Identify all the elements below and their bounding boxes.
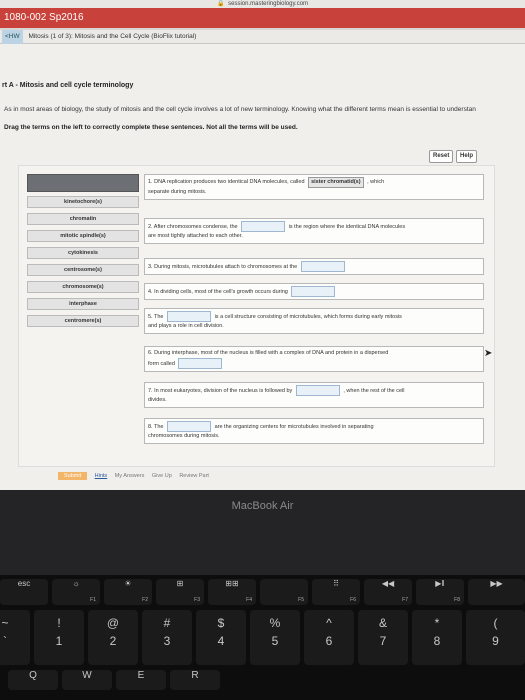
key-symbol: # bbox=[163, 616, 171, 630]
term-chromatin[interactable]: chromatin bbox=[27, 213, 139, 225]
key-label: esc bbox=[17, 579, 31, 588]
key-sublabel: F4 bbox=[246, 597, 252, 603]
course-header bbox=[0, 8, 525, 28]
sentence-1 bbox=[144, 174, 484, 200]
breadcrumb-title: Mitosis (1 of 3): Mitosis and the Cell Cycle (BioFlix tutorial) bbox=[28, 33, 197, 40]
sentence-8 bbox=[144, 418, 484, 444]
key-w[interactable] bbox=[62, 670, 112, 690]
sentence-text: chromosomes during mitosis. bbox=[148, 433, 220, 439]
key-symbol: % bbox=[269, 616, 281, 630]
key-digit: ` bbox=[3, 634, 7, 648]
sentence-4 bbox=[144, 283, 484, 300]
part-title: rt A - Mitosis and cell cycle terminology bbox=[2, 82, 134, 89]
mission-control-icon: ⊞ bbox=[176, 579, 184, 588]
key-r[interactable] bbox=[170, 670, 220, 690]
key-backtick[interactable] bbox=[0, 610, 30, 665]
sentence-text: is the region where the identical DNA molecules bbox=[288, 223, 406, 230]
key-symbol: & bbox=[378, 616, 387, 630]
key-symbol: $ bbox=[217, 616, 225, 630]
address-bar[interactable] bbox=[0, 0, 525, 8]
sentence-text: form called bbox=[148, 360, 175, 367]
back-to-assignment-link[interactable]: <HW bbox=[2, 30, 23, 44]
drop-target[interactable] bbox=[241, 221, 285, 232]
sentence-2 bbox=[144, 218, 484, 244]
key-esc[interactable] bbox=[0, 579, 48, 605]
lock-icon: 🔒 bbox=[216, 1, 225, 7]
key-f6[interactable] bbox=[312, 579, 360, 605]
key-sublabel: F2 bbox=[142, 597, 148, 603]
key-digit: 6 bbox=[325, 634, 333, 648]
key-6[interactable] bbox=[304, 610, 354, 665]
sentence-text: , which bbox=[367, 179, 385, 185]
sentence-text: is a cell structure consisting of microtubules, which forms during early mitosis bbox=[214, 313, 402, 320]
brightness-down-icon: ☼ bbox=[72, 579, 80, 588]
key-symbol: ! bbox=[57, 616, 61, 630]
keyboard-light-icon: ⠿ bbox=[333, 579, 339, 588]
key-digit: 3 bbox=[163, 634, 171, 648]
term-interphase[interactable]: interphase bbox=[27, 298, 139, 310]
sentence-text: 5. The bbox=[148, 313, 164, 320]
review-part-link[interactable]: Review Part bbox=[179, 473, 209, 479]
drag-drop-panel bbox=[18, 165, 495, 467]
mouse-cursor-icon: ➤ bbox=[484, 348, 493, 359]
sentence-text: 3. During mitosis, microtubules attach to chromosomes at the bbox=[148, 263, 298, 270]
key-digit: 4 bbox=[217, 634, 225, 648]
sentence-text: are most tightly attached to each other. bbox=[148, 233, 243, 239]
play-pause-icon: ▶‖ bbox=[435, 579, 445, 588]
macbook-label: MacBook Air bbox=[231, 500, 294, 512]
sentence-text: are the organizing centers for microtubules involved in separating bbox=[214, 423, 374, 430]
sentence-text: 8. The bbox=[148, 423, 164, 430]
reset-button[interactable]: Reset bbox=[429, 150, 453, 163]
term-cytokinesis[interactable]: cytokinesis bbox=[27, 247, 139, 259]
give-up-link[interactable]: Give Up bbox=[151, 473, 172, 479]
drop-target[interactable] bbox=[296, 385, 340, 396]
key-f7[interactable] bbox=[364, 579, 412, 605]
sentence-text: 4. In dividing cells, most of the cell's growth occurs during bbox=[148, 288, 288, 295]
sentence-7 bbox=[144, 382, 484, 408]
term-mitotic-spindle[interactable]: mitotic spindle(s) bbox=[27, 230, 139, 242]
sentence-text: 6. During interphase, most of the nucleus is filled with a complex of DNA and protein in a dispersed bbox=[148, 350, 389, 356]
key-symbol: ( bbox=[493, 616, 498, 630]
key-1[interactable] bbox=[34, 610, 84, 665]
key-digit: 5 bbox=[271, 634, 279, 648]
instructions-line-2: Drag the terms on the left to correctly complete these sentences. Not all the terms will be used. bbox=[4, 124, 298, 131]
breadcrumb bbox=[0, 30, 525, 44]
key-symbol: ~ bbox=[1, 616, 9, 630]
key-symbol: @ bbox=[106, 616, 120, 630]
help-button[interactable]: Help bbox=[456, 150, 477, 163]
key-f1[interactable] bbox=[52, 579, 100, 605]
key-label: E bbox=[137, 670, 145, 681]
key-label: R bbox=[191, 670, 199, 681]
drop-target[interactable] bbox=[291, 286, 335, 297]
term-chromosome[interactable]: chromosome(s) bbox=[27, 281, 139, 293]
key-sublabel: F8 bbox=[454, 597, 460, 603]
key-f8[interactable] bbox=[416, 579, 464, 605]
sentence-5 bbox=[144, 308, 484, 334]
drop-target[interactable] bbox=[178, 358, 222, 369]
key-label: Q bbox=[29, 670, 37, 681]
drop-target[interactable] bbox=[301, 261, 345, 272]
brightness-up-icon: ☀ bbox=[124, 579, 132, 588]
keyboard bbox=[0, 575, 525, 700]
key-symbol: ^ bbox=[326, 616, 332, 630]
drop-target[interactable] bbox=[167, 421, 211, 432]
key-sublabel: F5 bbox=[298, 597, 304, 603]
key-4[interactable] bbox=[196, 610, 246, 665]
key-7[interactable] bbox=[358, 610, 408, 665]
key-sublabel: F7 bbox=[402, 597, 408, 603]
sentence-text: and plays a role in cell division. bbox=[148, 323, 224, 329]
key-f9[interactable] bbox=[468, 579, 525, 605]
launchpad-icon: ⊞⊞ bbox=[225, 579, 239, 588]
course-title: 1080-002 Sp2016 bbox=[4, 12, 84, 23]
term-placeholder-selected[interactable] bbox=[27, 174, 139, 192]
key-f2[interactable] bbox=[104, 579, 152, 605]
term-centromere[interactable]: centromere(s) bbox=[27, 315, 139, 327]
sentence-text: , when the rest of the cell bbox=[343, 387, 405, 394]
sentence-text: 7. In most eukaryotes, division of the nucleus is followed by bbox=[148, 387, 293, 394]
sentence-text: separate during mitosis. bbox=[148, 189, 207, 195]
url-text: session.masteringbiology.com bbox=[228, 1, 309, 7]
sentence-3 bbox=[144, 258, 484, 275]
key-symbol: * bbox=[434, 616, 440, 630]
rewind-icon: ◀◀ bbox=[381, 579, 395, 588]
key-sublabel: F6 bbox=[350, 597, 356, 603]
key-8[interactable] bbox=[412, 610, 462, 665]
sentence-6 bbox=[144, 346, 484, 372]
sentence-text: 1. DNA replication produces two identical DNA molecules, called bbox=[148, 179, 305, 185]
sentence-text: 2. After chromosomes condense, the bbox=[148, 223, 238, 230]
key-digit: 9 bbox=[492, 634, 499, 648]
term-kinetochore[interactable]: kinetochore(s) bbox=[27, 196, 139, 208]
key-label: W bbox=[82, 670, 92, 681]
key-e[interactable] bbox=[116, 670, 166, 690]
key-q[interactable] bbox=[8, 670, 58, 690]
sentence-text: divides. bbox=[148, 397, 167, 403]
my-answers-link[interactable]: My Answers bbox=[114, 473, 145, 479]
key-5[interactable] bbox=[250, 610, 300, 665]
hints-link[interactable]: Hints bbox=[94, 473, 108, 479]
problem-actions bbox=[58, 473, 215, 479]
instructions-line-1: As in most areas of biology, the study of mitosis and the cell cycle involves a lot of new terminology. Knowing what the different terms mean is essential to understan bbox=[4, 106, 476, 113]
key-9[interactable] bbox=[466, 610, 525, 665]
drop-target[interactable] bbox=[167, 311, 211, 322]
key-sublabel: F1 bbox=[90, 597, 96, 603]
key-f4[interactable] bbox=[208, 579, 256, 605]
fast-forward-icon: ▶▶ bbox=[490, 579, 503, 588]
key-digit: 2 bbox=[109, 634, 117, 648]
key-digit: 1 bbox=[55, 634, 63, 648]
key-digit: 8 bbox=[433, 634, 441, 648]
key-f3[interactable] bbox=[156, 579, 204, 605]
key-2[interactable] bbox=[88, 610, 138, 665]
key-sublabel: F3 bbox=[194, 597, 200, 603]
submit-button[interactable]: Submit bbox=[58, 472, 87, 480]
key-3[interactable] bbox=[142, 610, 192, 665]
key-digit: 7 bbox=[379, 634, 387, 648]
term-centrosome[interactable]: centrosome(s) bbox=[27, 264, 139, 276]
filled-answer[interactable]: sister chromatid(s) bbox=[308, 177, 364, 188]
key-f5[interactable] bbox=[260, 579, 308, 605]
